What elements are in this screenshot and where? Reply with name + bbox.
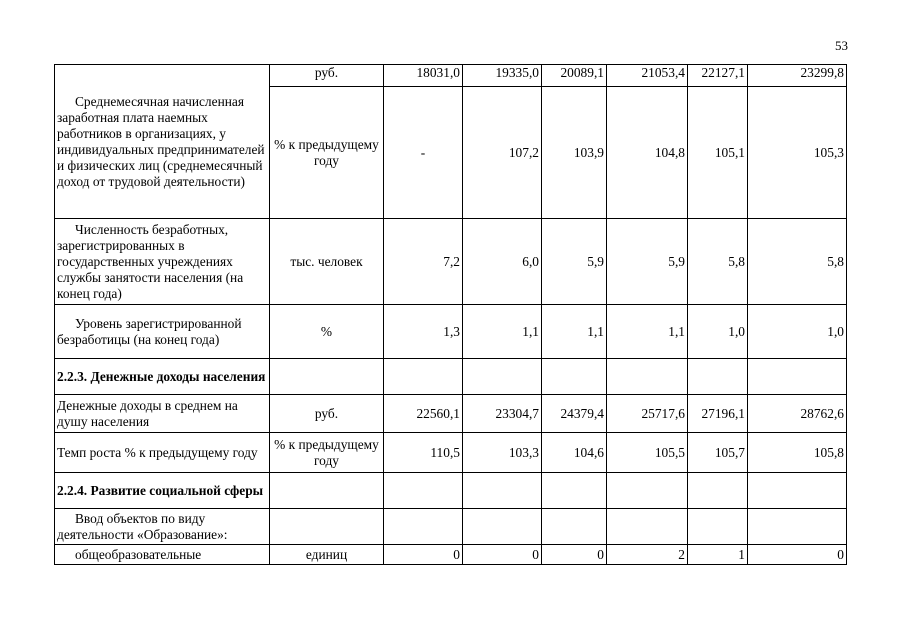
indicators-table	[54, 64, 847, 565]
empty-cell	[463, 359, 542, 395]
value-cell: 110,5	[384, 433, 463, 473]
table-row	[55, 395, 847, 433]
value-cell: 105,5	[607, 433, 688, 473]
row-label: общеобразовательные	[55, 545, 270, 565]
value-cell: 20089,1	[542, 65, 607, 87]
empty-cell	[463, 509, 542, 545]
table-row	[55, 433, 847, 473]
value-cell: 5,8	[748, 219, 847, 305]
table-row	[55, 219, 847, 305]
empty-cell	[384, 359, 463, 395]
table-row	[55, 509, 847, 545]
section-heading: 2.2.4. Развитие социальной сферы	[55, 473, 270, 509]
empty-cell	[542, 473, 607, 509]
value-cell: 1,1	[463, 305, 542, 359]
empty-cell	[607, 359, 688, 395]
empty-cell	[688, 473, 748, 509]
value-cell: 103,3	[463, 433, 542, 473]
row-label: Ввод объектов по виду деятельности «Образование»:	[55, 509, 270, 545]
value-cell: 1,1	[542, 305, 607, 359]
value-cell: 105,1	[688, 87, 748, 219]
value-cell: 0	[542, 545, 607, 565]
row-label: Темп роста % к предыдущему году	[55, 433, 270, 473]
page-number: 53	[835, 38, 848, 53]
value-cell: 5,9	[607, 219, 688, 305]
value-cell: 1	[688, 545, 748, 565]
value-cell: 0	[384, 545, 463, 565]
empty-cell	[748, 509, 847, 545]
unit-cell: руб.	[270, 395, 384, 433]
value-cell: -	[384, 87, 463, 219]
value-cell: 2	[607, 545, 688, 565]
value-cell: 1,0	[688, 305, 748, 359]
empty-cell	[748, 473, 847, 509]
row-label: Уровень зарегистрированной безработицы (на конец года)	[55, 305, 270, 359]
value-cell: 5,9	[542, 219, 607, 305]
empty-cell	[384, 473, 463, 509]
section-row	[55, 359, 847, 395]
value-cell: 7,2	[384, 219, 463, 305]
value-cell: 105,7	[688, 433, 748, 473]
value-cell: 1,3	[384, 305, 463, 359]
value-cell: 104,6	[542, 433, 607, 473]
empty-cell	[270, 509, 384, 545]
unit-cell: % к предыдущему году	[270, 87, 384, 219]
table-row	[55, 545, 847, 565]
value-cell: 22127,1	[688, 65, 748, 87]
empty-cell	[688, 509, 748, 545]
value-cell: 104,8	[607, 87, 688, 219]
empty-cell	[607, 473, 688, 509]
value-cell: 105,3	[748, 87, 847, 219]
row-label: Денежные доходы в среднем на душу населения	[55, 395, 270, 433]
value-cell: 18031,0	[384, 65, 463, 87]
value-cell: 107,2	[463, 87, 542, 219]
value-cell: 25717,6	[607, 395, 688, 433]
value-cell: 103,9	[542, 87, 607, 219]
unit-cell: тыс. человек	[270, 219, 384, 305]
unit-cell: руб.	[270, 65, 384, 87]
empty-cell	[688, 359, 748, 395]
table-row	[55, 305, 847, 359]
row-label: Численность безработных, зарегистрированных в государственных учреждениях службы занятости населения (на конец года)	[55, 219, 270, 305]
table-row	[55, 65, 847, 87]
empty-cell	[748, 359, 847, 395]
value-cell: 1,0	[748, 305, 847, 359]
value-cell: 24379,4	[542, 395, 607, 433]
value-cell: 5,8	[688, 219, 748, 305]
value-cell: 23299,8	[748, 65, 847, 87]
empty-cell	[463, 473, 542, 509]
value-cell: 0	[748, 545, 847, 565]
empty-cell	[270, 359, 384, 395]
value-cell: 23304,7	[463, 395, 542, 433]
empty-cell	[542, 359, 607, 395]
empty-cell	[384, 509, 463, 545]
empty-cell	[542, 509, 607, 545]
row-label: Среднемесячная начисленная заработная плата наемных работников в организациях, у индивидуальных предпринимателей и физических лиц (среднемесячный доход от трудовой деятельности)	[55, 65, 270, 219]
value-cell: 1,1	[607, 305, 688, 359]
value-cell: 22560,1	[384, 395, 463, 433]
section-row	[55, 473, 847, 509]
unit-cell: %	[270, 305, 384, 359]
empty-cell	[270, 473, 384, 509]
value-cell: 6,0	[463, 219, 542, 305]
section-heading: 2.2.3. Денежные доходы населения	[55, 359, 270, 395]
value-cell: 105,8	[748, 433, 847, 473]
value-cell: 28762,6	[748, 395, 847, 433]
value-cell: 0	[463, 545, 542, 565]
value-cell: 27196,1	[688, 395, 748, 433]
value-cell: 21053,4	[607, 65, 688, 87]
value-cell: 19335,0	[463, 65, 542, 87]
empty-cell	[607, 509, 688, 545]
unit-cell: единиц	[270, 545, 384, 565]
unit-cell: % к предыдущему году	[270, 433, 384, 473]
